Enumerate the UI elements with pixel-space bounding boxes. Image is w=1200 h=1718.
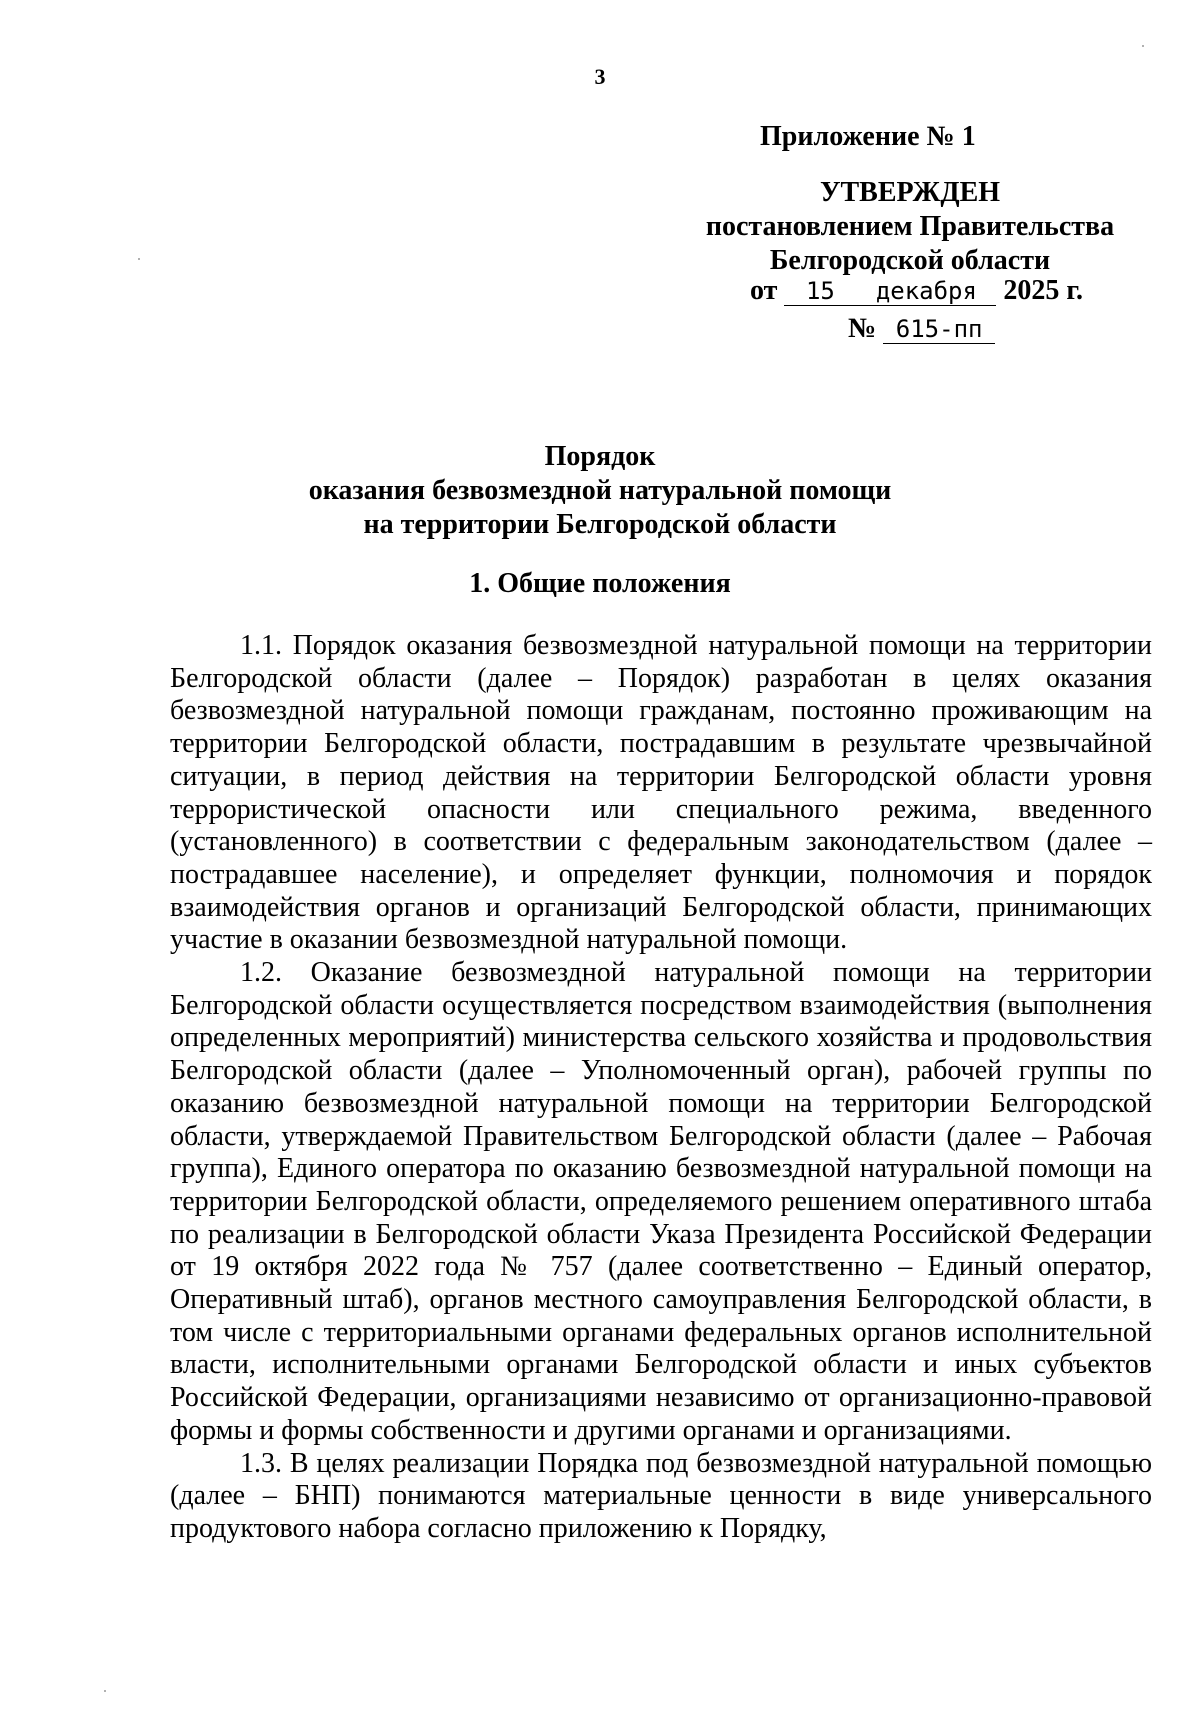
approved-by-line-1: постановлением Правительства — [705, 211, 1115, 242]
scan-speck — [1142, 45, 1144, 47]
annex-label: Приложение № 1 — [760, 121, 976, 152]
approved-label: УТВЕРЖДЕН — [819, 177, 1001, 208]
scan-speck — [138, 258, 140, 260]
approved-by-line-2: Белгородской области — [769, 245, 1051, 276]
date-month: декабря — [856, 277, 996, 306]
scan-speck — [104, 1690, 106, 1692]
section-heading: 1. Общие положения — [469, 568, 731, 599]
document-body — [170, 630, 1152, 1546]
title-line-2: оказания безвозмездной натуральной помощи — [308, 475, 892, 506]
page-number: 3 — [594, 64, 606, 89]
title-line-1: Порядок — [544, 441, 656, 472]
document-title — [0, 440, 1200, 542]
paragraph-1-1: 1.1. Порядок оказания безвозмездной натуральной помощи на территории Белгородской области (далее – Порядок) разработан в целях оказания безвозмездной натуральной помощи гражданам, постоянно проживающим на территории Белгородской области, пострадавшим в результате чрезвычайной ситуации, в период действия на территории Белгородской области уровня террористической опасности или специального режима, введенного (установленного) в соответствии с федеральным законодательством (далее – пострадавшее население), и определяет функции, полномочия и порядок взаимодействия органов и организаций Белгородской области, принимающих участие в оказании безвозмездной натуральной помощи. — [170, 630, 1152, 956]
date-year: 2025 г. — [1003, 275, 1083, 306]
approval-number — [848, 313, 1048, 345]
number-value: 615-пп — [883, 315, 995, 344]
number-prefix: № — [848, 313, 877, 344]
paragraph-1-2: 1.2. Оказание безвозмездной натуральной помощи на территории Белгородской области осуществляется посредством взаимодействия (выполнения определенных мероприятий) министерства сельского хозяйства и продовольствия Белгородской области (далее – Уполномоченный орган), рабочей группы по оказанию безвозмездной натуральной помощи на территории Белгородской области, утверждаемой Правительством Белгородской области (далее – Рабочая группа), Единого оператора по оказанию безвозмездной натуральной помощи на территории Белгородской области, определяемого решением оперативного штаба по реализации в Белгородской области Указа Президента Российской Федерации от 19 октября 2022 года № 757 (далее соответственно – Единый оператор, Оперативный штаб), органов местного самоуправления Белгородской области, в том числе с территориальными органами федеральных органов исполнительной власти, исполнительными органами Белгородской области и иных субъектов Российской Федерации, организациями независимо от организационно-правовой формы и формы собственности и другими органами и организациями. — [170, 957, 1152, 1446]
approval-stamp — [700, 176, 1120, 278]
date-day: 15 — [784, 277, 856, 306]
paragraph-1-3: 1.3. В целях реализации Порядка под безвозмездной натуральной помощью (далее – БНП) понимаются материальные ценности в виде универсального продуктового набора согласно приложению к Порядку, — [170, 1447, 1152, 1544]
approval-date — [750, 275, 1150, 307]
date-prefix: от — [750, 275, 778, 306]
title-line-3: на территории Белгородской области — [363, 509, 837, 540]
